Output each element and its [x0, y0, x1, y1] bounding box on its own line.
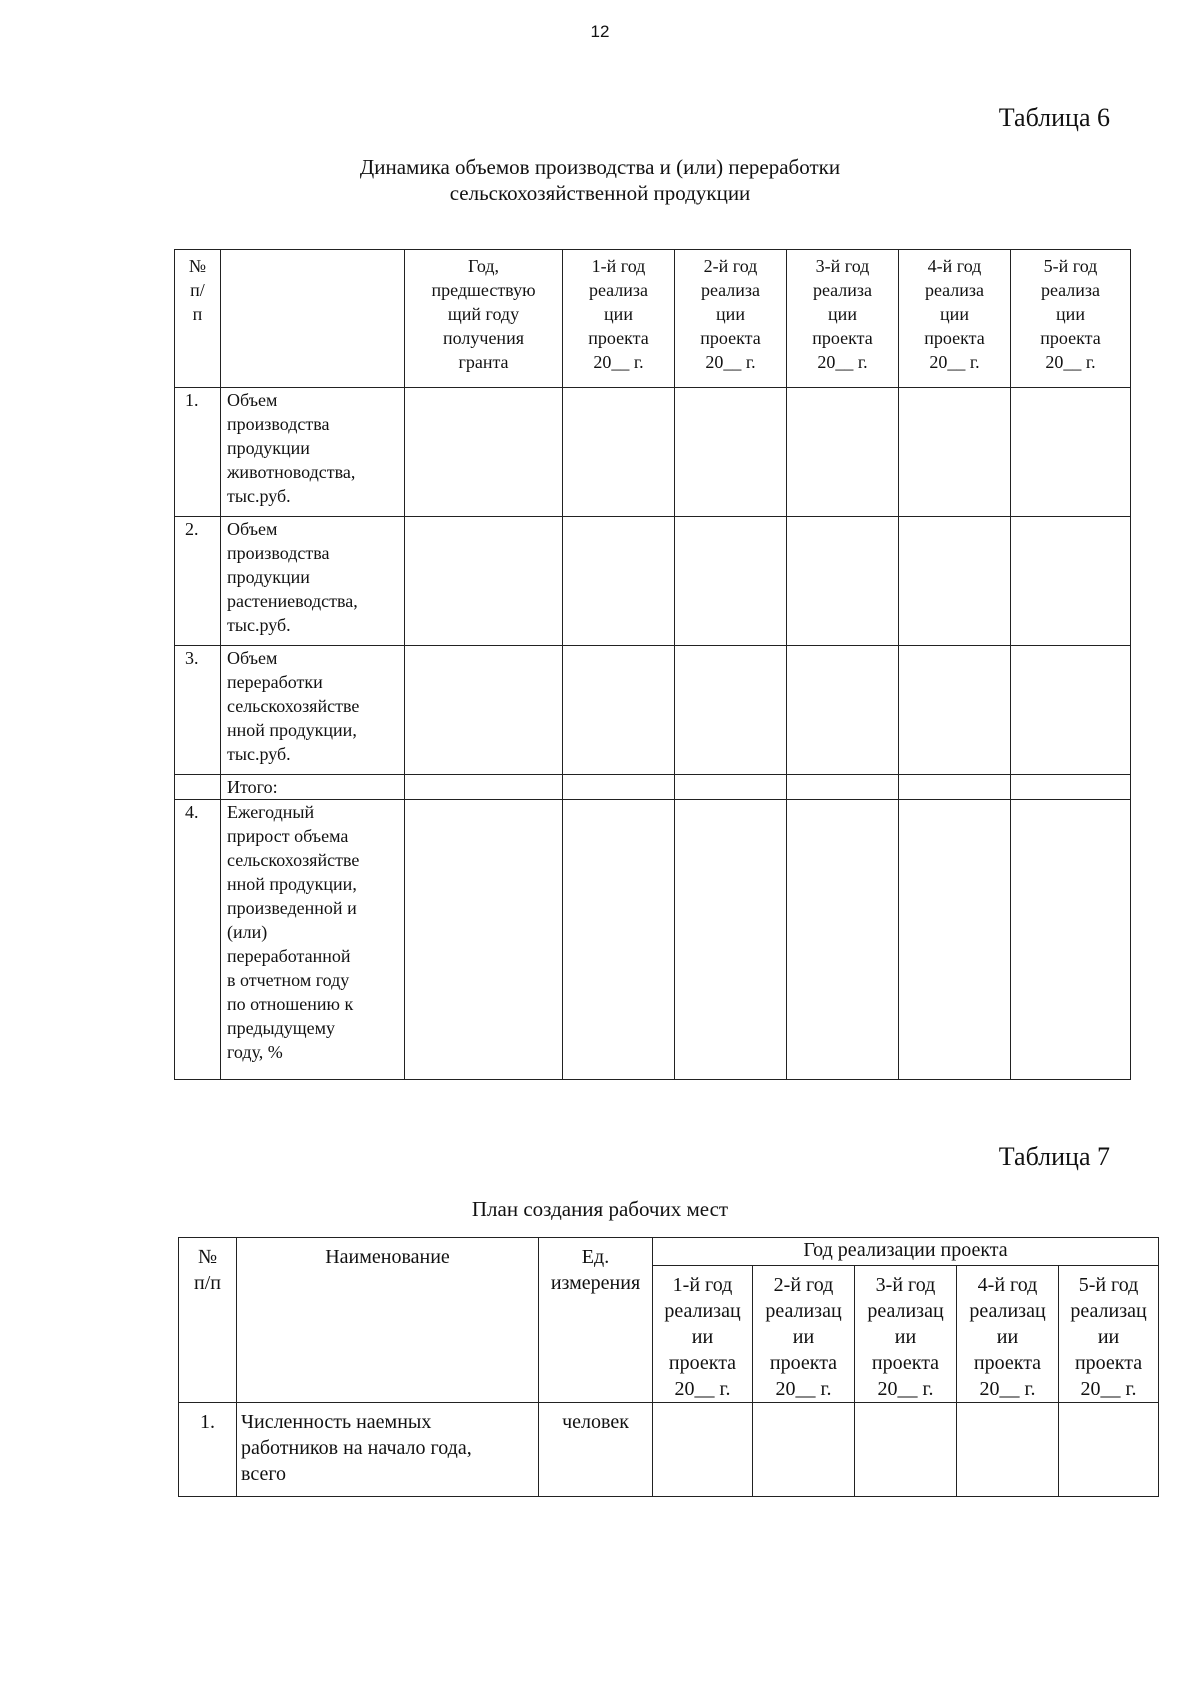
value-cell[interactable]	[753, 1403, 855, 1497]
value-cell[interactable]	[563, 388, 675, 517]
table6-label: Таблица 6	[998, 103, 1110, 132]
row-name	[221, 800, 405, 1080]
cell-text-line: ии	[792, 1326, 815, 1348]
value-cell[interactable]	[675, 800, 787, 1080]
cell-text-line: тыс.руб.	[227, 744, 291, 764]
value-cell[interactable]	[1011, 517, 1131, 646]
cell-text-line: нной продукции,	[227, 874, 357, 894]
row-unit: человек	[539, 1403, 653, 1497]
cell-text-line: 1-й год	[672, 1274, 733, 1296]
row-number: 4.	[175, 800, 221, 1080]
cell-text-line: (или)	[227, 922, 268, 942]
value-cell[interactable]	[563, 517, 675, 646]
row-number: 1.	[179, 1403, 237, 1497]
value-cell[interactable]	[563, 800, 675, 1080]
cell-text-line: реализа	[812, 280, 873, 300]
table-row	[179, 1403, 1159, 1497]
table6-header-year4	[899, 250, 1011, 388]
cell-text-line: животноводства,	[227, 462, 356, 482]
value-cell[interactable]	[563, 775, 675, 800]
total-row	[175, 775, 1131, 800]
cell-text-line: 20__ г.	[593, 352, 644, 372]
cell-text-line: п/п	[194, 1272, 221, 1294]
value-cell[interactable]	[899, 646, 1011, 775]
row-name	[221, 646, 405, 775]
value-cell[interactable]	[787, 517, 899, 646]
cell-text-line: Год,	[468, 256, 499, 276]
table-row	[175, 388, 1131, 517]
cell-text-line: всего	[241, 1463, 287, 1485]
cell-text-line: Ежегодный	[227, 802, 315, 822]
cell-text-line: проекта	[588, 328, 649, 348]
cell-text-line: 20__ г.	[1045, 352, 1096, 372]
cell-text-line: по отношению к	[227, 994, 354, 1014]
cell-text-line: измерения	[550, 1272, 641, 1294]
cell-text-line: произведенной и	[227, 898, 357, 918]
table7-label: Таблица 7	[998, 1142, 1110, 1171]
cell-text-line: Объем	[227, 390, 278, 410]
cell-text-line: 2-й год	[773, 1274, 834, 1296]
cell-text-line: проекта	[924, 328, 985, 348]
table7-header-year-group: Год реализации проекта	[653, 1238, 1159, 1266]
table6-header-year3	[787, 250, 899, 388]
value-cell[interactable]	[653, 1403, 753, 1497]
value-cell[interactable]	[899, 800, 1011, 1080]
value-cell[interactable]	[675, 646, 787, 775]
cell-text-line: реализац	[867, 1300, 944, 1322]
value-cell[interactable]	[675, 388, 787, 517]
cell-text-line: предшествую	[431, 280, 536, 300]
row-number: 3.	[175, 646, 221, 775]
cell-text-line: ии	[691, 1326, 714, 1348]
cell-text-line: ции	[1056, 304, 1085, 324]
jobs-plan-table	[178, 1237, 1159, 1497]
value-cell[interactable]	[1011, 800, 1131, 1080]
cell-text-line: 5-й год	[1043, 256, 1098, 276]
cell-text-line: Ед.	[581, 1246, 610, 1268]
cell-text-line: проекта	[700, 328, 761, 348]
cell-text-line: 1-й год	[591, 256, 646, 276]
value-cell[interactable]	[1059, 1403, 1159, 1497]
cell-text-line: п	[192, 304, 203, 324]
cell-text-line: работников на начало года,	[241, 1437, 472, 1459]
table6-header-prev-year	[405, 250, 563, 388]
cell-text-line: проекта	[1040, 328, 1101, 348]
value-cell[interactable]	[675, 775, 787, 800]
cell-text-line: проекта	[668, 1352, 737, 1374]
cell-text-line: 3-й год	[815, 256, 870, 276]
value-cell[interactable]	[899, 517, 1011, 646]
cell-text-line: п/	[190, 280, 205, 300]
row-number: 2.	[175, 517, 221, 646]
value-cell[interactable]	[405, 517, 563, 646]
production-dynamics-table	[174, 249, 1131, 1080]
table7-header-year2	[753, 1266, 855, 1403]
cell-text-line: проекта	[812, 328, 873, 348]
cell-text-line: реализа	[1040, 280, 1101, 300]
table7-header-year1	[653, 1266, 753, 1403]
cell-text-line: Итого:	[227, 777, 278, 797]
cell-text-line: 2-й год	[703, 256, 758, 276]
value-cell[interactable]	[1011, 388, 1131, 517]
cell-text-line: ии	[1097, 1326, 1120, 1348]
table6-header-row	[175, 250, 1131, 388]
cell-text-line: реализа	[924, 280, 985, 300]
value-cell[interactable]	[957, 1403, 1059, 1497]
cell-text-line: продукции	[227, 438, 310, 458]
value-cell[interactable]	[675, 517, 787, 646]
cell-text-line: 20__ г.	[1080, 1378, 1137, 1400]
cell-text-line: Объем	[227, 648, 278, 668]
value-cell[interactable]	[405, 775, 563, 800]
cell-text-line: 20__ г.	[877, 1378, 934, 1400]
row-name	[237, 1403, 539, 1497]
cell-text-line: проекта	[973, 1352, 1042, 1374]
value-cell[interactable]	[405, 646, 563, 775]
cell-text-line: Численность наемных	[241, 1411, 432, 1433]
table7-header-num	[179, 1238, 237, 1403]
cell-text-line: 3-й год	[875, 1274, 936, 1296]
cell-text-line: реализац	[765, 1300, 842, 1322]
cell-text-line: переработки	[227, 672, 323, 692]
cell-text-line: растениеводства,	[227, 591, 358, 611]
cell-text-line: продукции	[227, 567, 310, 587]
cell-text-line: 20__ г.	[817, 352, 868, 372]
cell-text-line: переработанной	[227, 946, 351, 966]
row-name	[221, 388, 405, 517]
cell-text-line: реализа	[588, 280, 649, 300]
row-number: 1.	[175, 388, 221, 517]
cell-text-line: 20__ г.	[775, 1378, 832, 1400]
cell-text-line: проекта	[769, 1352, 838, 1374]
cell-text-line: 5-й год	[1078, 1274, 1139, 1296]
cell-text-line: ции	[716, 304, 745, 324]
cell-text-line: сельскохозяйстве	[227, 696, 360, 716]
cell-text-line: тыс.руб.	[227, 615, 291, 635]
cell-text-line: 20__ г.	[705, 352, 756, 372]
cell-text-line: №	[188, 256, 207, 276]
table7-header-year4	[957, 1266, 1059, 1403]
table6-header-year5	[1011, 250, 1131, 388]
cell-text-line: щий году	[447, 304, 520, 324]
cell-text-line: ии	[996, 1326, 1019, 1348]
cell-text-line: сельскохозяйстве	[227, 850, 360, 870]
cell-text-line: реализац	[664, 1300, 741, 1322]
value-cell[interactable]	[855, 1403, 957, 1497]
value-cell[interactable]	[405, 388, 563, 517]
value-cell[interactable]	[787, 800, 899, 1080]
value-cell[interactable]	[405, 800, 563, 1080]
cell-text-line: проекта	[1074, 1352, 1143, 1374]
cell-text-line: ции	[828, 304, 857, 324]
cell-text-line: реализа	[700, 280, 761, 300]
row-number	[175, 775, 221, 800]
cell-text-line: Объем	[227, 519, 278, 539]
table-row	[175, 800, 1131, 1080]
cell-text-line: в отчетном году	[227, 970, 350, 990]
table6-header-year1	[563, 250, 675, 388]
row-name	[221, 517, 405, 646]
page-number: 12	[590, 22, 610, 41]
value-cell[interactable]	[1011, 646, 1131, 775]
table6-header-year2	[675, 250, 787, 388]
cell-text-line: получения	[443, 328, 524, 348]
cell-text-line: реализац	[969, 1300, 1046, 1322]
cell-text-line: нной продукции,	[227, 720, 357, 740]
cell-text-line: реализац	[1070, 1300, 1147, 1322]
cell-text-line: производства	[227, 543, 330, 563]
table6-title-line2: сельскохозяйственной продукции	[449, 181, 751, 205]
table-row	[175, 646, 1131, 775]
cell-text-line: ии	[894, 1326, 917, 1348]
value-cell[interactable]	[899, 388, 1011, 517]
table7-header-name: Наименование	[237, 1238, 539, 1403]
value-cell[interactable]	[787, 775, 899, 800]
table6-title-line1: Динамика объемов производства и (или) переработки	[359, 155, 841, 179]
value-cell[interactable]	[899, 775, 1011, 800]
cell-text-line: производства	[227, 414, 330, 434]
cell-text-line: прирост объема	[227, 826, 349, 846]
cell-text-line: 4-й год	[977, 1274, 1038, 1296]
cell-text-line: ции	[604, 304, 633, 324]
table-row	[175, 517, 1131, 646]
cell-text-line: 20__ г.	[929, 352, 980, 372]
cell-text-line: №	[197, 1246, 218, 1268]
cell-text-line: 4-й год	[927, 256, 982, 276]
value-cell[interactable]	[563, 646, 675, 775]
cell-text-line: гранта	[458, 352, 509, 372]
table7-title: План создания рабочих мест	[471, 1197, 729, 1221]
cell-text-line: 20__ г.	[979, 1378, 1036, 1400]
cell-text-line: ции	[940, 304, 969, 324]
table6-title	[0, 154, 1200, 206]
cell-text-line: проекта	[871, 1352, 940, 1374]
value-cell[interactable]	[787, 646, 899, 775]
cell-text-line: году, %	[227, 1042, 283, 1062]
cell-text-line: 20__ г.	[674, 1378, 731, 1400]
table7-header-year3	[855, 1266, 957, 1403]
table6-header-name	[221, 250, 405, 388]
table6-header-num	[175, 250, 221, 388]
table7-header-year5	[1059, 1266, 1159, 1403]
table7-header-unit	[539, 1238, 653, 1403]
value-cell[interactable]	[1011, 775, 1131, 800]
value-cell[interactable]	[787, 388, 899, 517]
row-name	[221, 775, 405, 800]
table7-header-row	[179, 1238, 1159, 1266]
cell-text-line: предыдущему	[227, 1018, 336, 1038]
cell-text-line: тыс.руб.	[227, 486, 291, 506]
